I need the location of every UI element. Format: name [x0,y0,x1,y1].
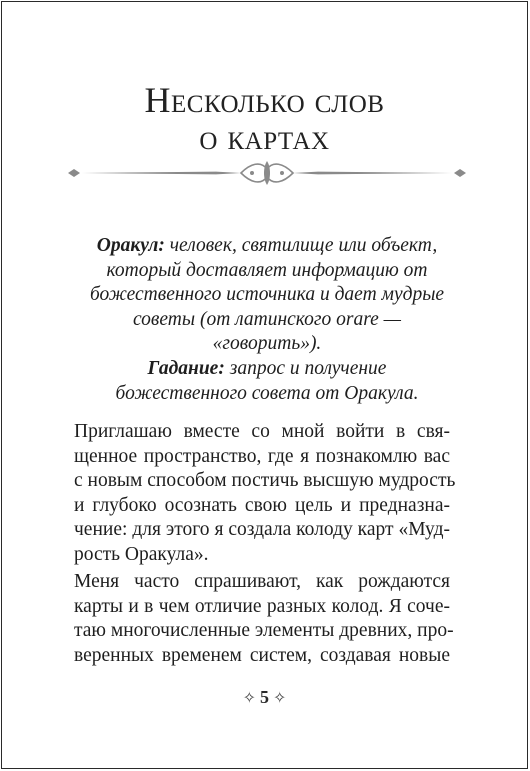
paragraph-line: карты и в чем отличие разных колод. Я сочe- [74,595,450,617]
paragraph-2 [74,570,454,668]
page-number [2,687,527,708]
paragraph-line: Меня часто спрашивают, как рождаются [74,571,450,592]
paragraph-line: чение: для этого я создала колоду карт «Муд- [74,519,450,540]
paragraph-line: и глубоко осознать свою цель и предназна- [74,494,450,516]
paragraph-1 [74,420,456,567]
flourish-divider-icon [66,155,468,195]
paragraph-line: таю многочисленные элементы древних, про- [74,620,454,641]
definition-line: божественного источника и дает мудрые [89,284,445,305]
paragraph-line: рость Оракула». [74,543,209,565]
definition-line: «говорить»). [212,333,322,354]
chapter-title-line-2: о картах [199,117,330,157]
page-number-value: 5 [260,687,269,707]
definition-divination [62,357,472,406]
definition-oracle [62,234,472,357]
star-ornament-icon: ✧ [273,690,287,707]
term-oracle: Оракул: [96,235,165,256]
definition-line: который доставляет информацию от [106,259,428,281]
definition-line: божественного совета от Оракула. [115,382,419,404]
paragraph-line: с новым способом постичь высшую мудрость [74,470,456,491]
definition-line: запрос и получение [229,358,387,379]
paragraph-line: щенное пространство, где я познакомлю вас [74,445,450,467]
definition-line: человек, святилище или объект, [169,235,438,256]
paragraph-line: веренных временем систем, создавая новые [74,644,450,666]
paragraph-line: Приглашаю вместе со мной войти в свя- [74,421,450,442]
book-page [1,1,528,769]
term-divination: Гадание: [147,358,225,379]
star-ornament-icon: ✧ [242,690,256,707]
definition-line: советы (от латинского orare — [133,308,401,330]
chapter-title-line-1: Несколько слов [144,80,385,120]
